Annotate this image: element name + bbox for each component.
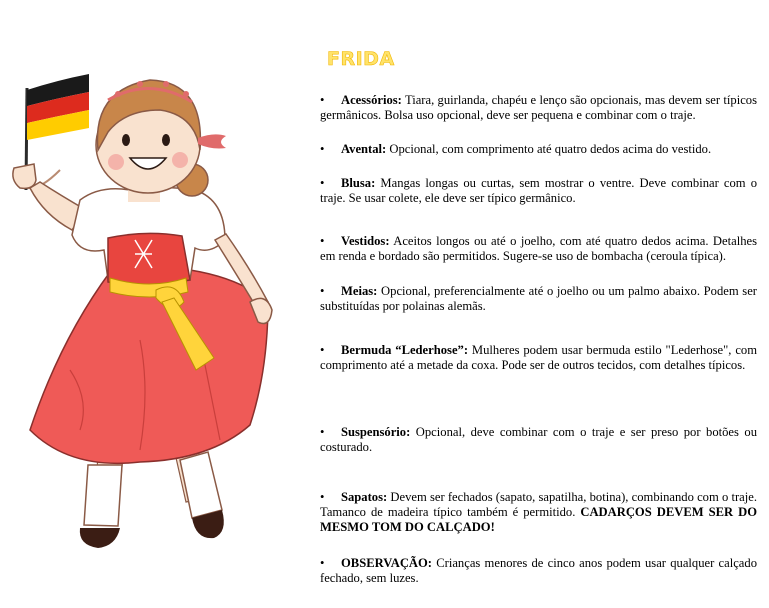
list-item-sapatos: • Sapatos: Devem ser fechados (sapato, sapatilha, botina), combinando com o traje. Tamanco de madeira típico também é permitido. CADARÇOS DEVEM SER DO MESMO TOM DO CALÇADO! [320,490,757,534]
girl-illustration [0,40,290,560]
list-item-avental: • Avental: Opcional, com comprimento até quatro dedos acima do vestido. [320,142,712,156]
list-item-bermuda: • Bermuda “Lederhose”: Mulheres podem usar bermuda estilo "Lederhose", com comprimento até a metade da coxa. Pode ser de outros tecidos, com detalhes típicos. [320,343,758,372]
list-item-vestidos: • Vestidos: Aceitos longos ou até o joelho, com até quatro dedos acima. Detalhes em renda e bordado são permitidos. Sugere-se uso de bombacha (ceroula típica). [320,234,757,263]
list-item-acessorios: • Acessórios: Tiara, guirlanda, chapéu e lenço são opcionais, mas devem ser típicos germânicos. Bolsa uso opcional, deve ser pequena e combinar com o traje. [320,93,757,122]
list-item-observacao: • OBSERVAÇÃO: Crianças menores de cinco anos podem usar qualquer calçado fechado, sem luzes. [320,556,757,585]
page-title: FRIDA [327,48,395,70]
list-item-blusa: • Blusa: Mangas longas ou curtas, sem mostrar o ventre. Deve combinar com o traje. Se usar colete, ele deve ser típico germânico. [320,176,757,205]
list-item-meias: • Meias: Opcional, preferencialmente até o joelho ou um palmo abaixo. Podem ser substituídas por polainas alemãs. [320,284,757,313]
emphasis-note: CADARÇOS DEVEM SER DO MESMO TOM DO CALÇADO! [320,505,757,534]
list-item-suspensorio: • Suspensório: Opcional, deve combinar com o traje e ser preso por botões ou costurado. [320,425,757,454]
